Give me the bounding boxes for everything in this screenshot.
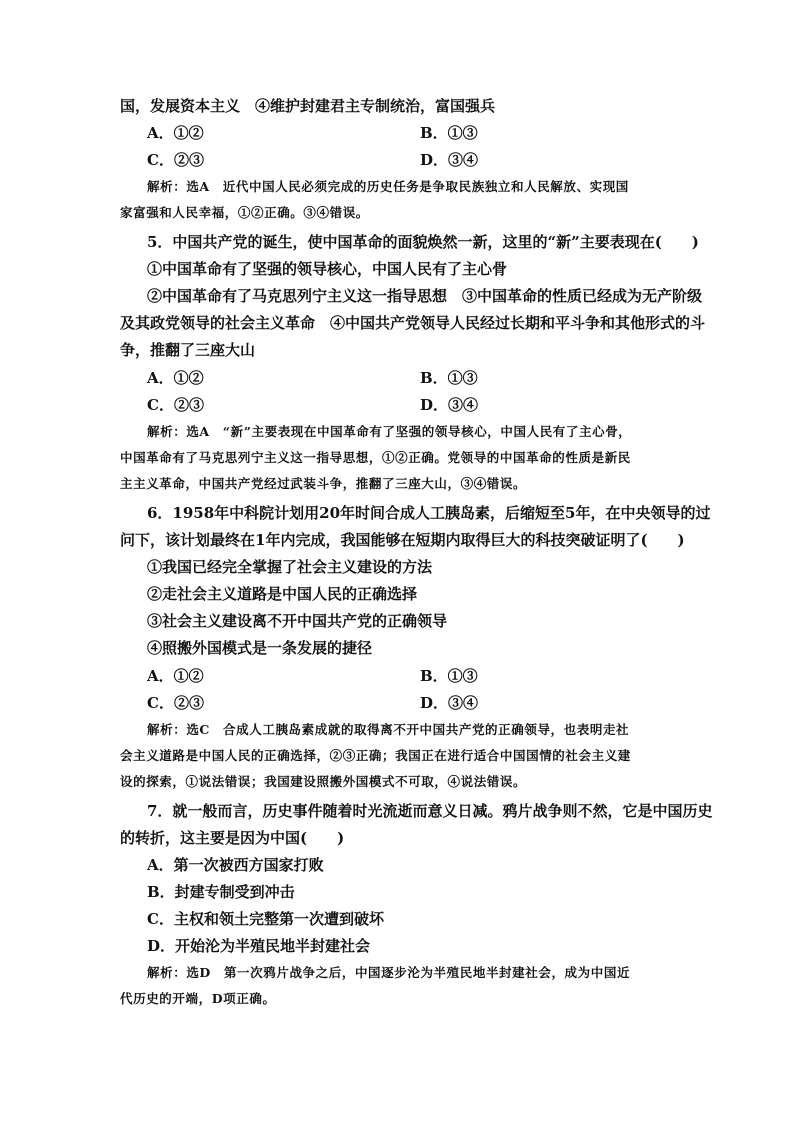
q6-stem-line-3: ①我国已经完全掌握了社会主义建设的方法 (147, 558, 433, 576)
q5-stem-line-2: ①中国革命有了坚强的领导核心，中国人民有了主心骨 (147, 260, 508, 278)
q5-analysis-line-3: 主主义革命，中国共产党经过武装斗争，推翻了三座大山，③④错误。 (120, 476, 527, 491)
q4-stem-tail: 国，发展资本主义 ④维护封建君主专制统治，富国强兵 (120, 97, 496, 115)
q7-analysis-line-1: 解析：选D 第一次鸦片战争之后，中国逐步沦为半殖民地半封建社会，成为中国近 (147, 965, 631, 980)
q4-option-b: B．①③ (420, 124, 478, 142)
q6-stem-line-5: ③社会主义建设离不开中国共产党的正确领导 (147, 612, 448, 630)
q7-analysis-label: 解析： (147, 965, 187, 980)
q6-analysis-line-1: 解析：选C 合成人工胰岛素成就的取得离不开中国共产党的正确领导，也表明走社 (147, 722, 630, 737)
q6-stem-line-2: 问下，该计划最终在1年内完成，我国能够在短期内取得巨大的科技突破证明了( ) (120, 531, 685, 549)
q7-option-b: B．封建专制受到冲击 (147, 883, 295, 901)
q5-option-b: B．①③ (420, 369, 478, 387)
q6-option-a: A．①② (147, 667, 204, 685)
q6-analysis-label: 解析： (147, 722, 187, 737)
q4-option-c: C．②③ (147, 151, 204, 169)
q4-option-a: A．①② (147, 124, 204, 142)
q7-option-d: D．开始沦为半殖民地半封建社会 (147, 937, 371, 955)
q7-analysis-line-2: 代历史的开端，D项正确。 (120, 991, 276, 1006)
q5-option-d: D．③④ (420, 396, 479, 414)
q5-analysis-line-1: 解析：选A “新”主要表现在中国革命有了坚强的领导核心，中国人民有了主心骨， (147, 424, 632, 439)
q4-analysis-line-1: 解析：选A 近代中国人民必须完成的历史任务是争取民族独立和人民解放、实现国 (147, 179, 629, 194)
q6-analysis-line-3: 设的探索，①说法错误；我国建设照搬外国模式不可取，④说法错误。 (120, 774, 527, 789)
q4-option-d: D．③④ (420, 151, 479, 169)
q6-option-b: B．①③ (420, 667, 478, 685)
q5-stem-line-3: ②中国革命有了马克思列宁主义这一指导思想 ③中国革命的性质已经成为无产阶级 (147, 287, 703, 305)
q4-analysis-line-2: 家富强和人民幸福，①②正确。③④错误。 (120, 205, 369, 220)
q6-option-d: D．③④ (420, 694, 479, 712)
q5-option-a: A．①② (147, 369, 204, 387)
q6-analysis-line-2: 会主义道路是中国人民的正确选择，②③正确；我国正在进行适合中国国情的社会主义建 (120, 748, 631, 763)
q7-stem-line-2: 的转折，这主要是因为中国( ) (120, 829, 345, 847)
q5-analysis-label: 解析： (147, 424, 187, 439)
q7-option-a: A．第一次被西方国家打败 (147, 856, 324, 874)
q5-analysis-line-2: 中国革命有了马克思列宁主义这一指导思想，①②正确。党领导的中国革命的性质是新民 (120, 450, 631, 465)
q4-analysis-label: 解析： (147, 179, 187, 194)
q6-option-c: C．②③ (147, 694, 204, 712)
q7-stem-line-1: 7．就一般而言，历史事件随着时光流逝而意义日减。鸦片战争则不然，它是中国历史 (147, 802, 713, 820)
q5-stem-line-1: 5．中国共产党的诞生，使中国革命的面貌焕然一新，这里的“新”主要表现在( ) (147, 233, 699, 251)
q5-stem-line-4: 及其政党领导的社会主义革命 ④中国共产党领导人民经过长期和平斗争和其他形式的斗 (120, 314, 706, 332)
q6-stem-line-6: ④照搬外国模式是一条发展的捷径 (147, 639, 373, 657)
q5-stem-line-5: 争，推翻了三座大山 (120, 341, 256, 359)
q6-stem-line-1: 6．1958年中科院计划用20年时间合成人工胰岛素，后缩短至5年，在中央领导的过 (147, 504, 711, 522)
q5-option-c: C．②③ (147, 396, 204, 414)
q7-option-c: C．主权和领土完整第一次遭到破坏 (147, 910, 384, 928)
q6-stem-line-4: ②走社会主义道路是中国人民的正确选择 (147, 585, 418, 603)
